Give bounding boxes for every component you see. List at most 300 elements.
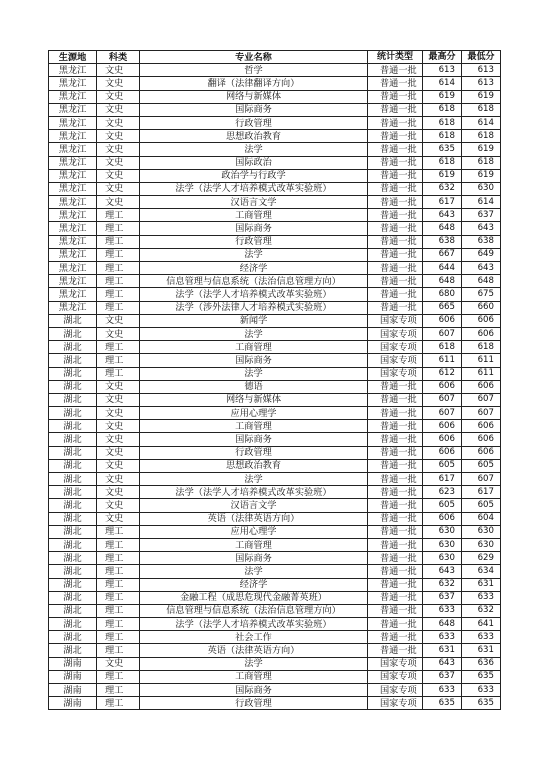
cell-stat-type: 普通一批 bbox=[368, 380, 423, 393]
cell-max-score: 605 bbox=[423, 499, 462, 512]
cell-max-score: 667 bbox=[423, 248, 462, 261]
cell-source-region: 黑龙江 bbox=[49, 103, 97, 116]
cell-major-name: 应用心理学 bbox=[140, 525, 368, 538]
cell-stat-type: 普通一批 bbox=[368, 262, 423, 275]
table-row bbox=[49, 327, 501, 340]
cell-min-score: 633 bbox=[462, 591, 501, 604]
cell-min-score: 630 bbox=[462, 525, 501, 538]
cell-source-region: 黑龙江 bbox=[49, 196, 97, 209]
cell-major-name: 国际商务 bbox=[140, 354, 368, 367]
cell-source-region: 黑龙江 bbox=[49, 235, 97, 248]
cell-subject-category: 理工 bbox=[97, 235, 140, 248]
cell-major-name: 法学（法学人才培养模式改革实验班） bbox=[140, 182, 368, 195]
cell-stat-type: 普通一批 bbox=[368, 209, 423, 222]
cell-max-score: 630 bbox=[423, 552, 462, 565]
cell-stat-type: 普通一批 bbox=[368, 235, 423, 248]
cell-major-name: 翻译（法律翻译方向） bbox=[140, 77, 368, 90]
cell-major-name: 信息管理与信息系统（法治信息管理方向） bbox=[140, 604, 368, 617]
cell-min-score: 648 bbox=[462, 275, 501, 288]
cell-subject-category: 文史 bbox=[97, 116, 140, 129]
cell-min-score: 635 bbox=[462, 697, 501, 710]
cell-major-name: 法学 bbox=[140, 473, 368, 486]
cell-min-score: 619 bbox=[462, 143, 501, 156]
cell-source-region: 湖北 bbox=[49, 407, 97, 420]
cell-stat-type: 普通一批 bbox=[368, 275, 423, 288]
cell-source-region: 湖北 bbox=[49, 538, 97, 551]
cell-stat-type: 国家专项 bbox=[368, 327, 423, 340]
cell-max-score: 618 bbox=[423, 156, 462, 169]
cell-subject-category: 理工 bbox=[97, 670, 140, 683]
header-subject-category: 科类 bbox=[97, 51, 140, 64]
cell-min-score: 632 bbox=[462, 604, 501, 617]
cell-stat-type: 普通一批 bbox=[368, 393, 423, 406]
cell-stat-type: 普通一批 bbox=[368, 196, 423, 209]
cell-source-region: 黑龙江 bbox=[49, 262, 97, 275]
cell-max-score: 637 bbox=[423, 591, 462, 604]
cell-subject-category: 文史 bbox=[97, 90, 140, 103]
cell-subject-category: 理工 bbox=[97, 209, 140, 222]
cell-max-score: 630 bbox=[423, 538, 462, 551]
cell-min-score: 649 bbox=[462, 248, 501, 261]
cell-subject-category: 理工 bbox=[97, 525, 140, 538]
cell-source-region: 湖南 bbox=[49, 670, 97, 683]
cell-min-score: 606 bbox=[462, 314, 501, 327]
cell-source-region: 湖北 bbox=[49, 446, 97, 459]
cell-stat-type: 普通一批 bbox=[368, 459, 423, 472]
cell-source-region: 黑龙江 bbox=[49, 64, 97, 77]
cell-min-score: 643 bbox=[462, 222, 501, 235]
table-row bbox=[49, 275, 501, 288]
table-row bbox=[49, 499, 501, 512]
cell-max-score: 613 bbox=[423, 64, 462, 77]
cell-subject-category: 理工 bbox=[97, 565, 140, 578]
cell-subject-category: 理工 bbox=[97, 697, 140, 710]
cell-major-name: 德语 bbox=[140, 380, 368, 393]
cell-major-name: 行政管理 bbox=[140, 116, 368, 129]
cell-min-score: 636 bbox=[462, 657, 501, 670]
cell-subject-category: 文史 bbox=[97, 64, 140, 77]
cell-max-score: 643 bbox=[423, 565, 462, 578]
cell-source-region: 湖北 bbox=[49, 512, 97, 525]
cell-subject-category: 理工 bbox=[97, 354, 140, 367]
cell-stat-type: 普通一批 bbox=[368, 143, 423, 156]
cell-subject-category: 文史 bbox=[97, 156, 140, 169]
cell-major-name: 经济学 bbox=[140, 578, 368, 591]
cell-stat-type: 普通一批 bbox=[368, 604, 423, 617]
cell-max-score: 617 bbox=[423, 473, 462, 486]
cell-min-score: 634 bbox=[462, 565, 501, 578]
cell-source-region: 湖北 bbox=[49, 552, 97, 565]
cell-subject-category: 文史 bbox=[97, 420, 140, 433]
cell-stat-type: 普通一批 bbox=[368, 169, 423, 182]
table-row bbox=[49, 169, 501, 182]
cell-source-region: 黑龙江 bbox=[49, 130, 97, 143]
cell-major-name: 法学 bbox=[140, 565, 368, 578]
cell-subject-category: 文史 bbox=[97, 77, 140, 90]
cell-subject-category: 文史 bbox=[97, 407, 140, 420]
cell-subject-category: 理工 bbox=[97, 552, 140, 565]
cell-subject-category: 理工 bbox=[97, 684, 140, 697]
table-row bbox=[49, 222, 501, 235]
cell-source-region: 湖北 bbox=[49, 473, 97, 486]
cell-max-score: 606 bbox=[423, 512, 462, 525]
cell-stat-type: 普通一批 bbox=[368, 156, 423, 169]
cell-source-region: 黑龙江 bbox=[49, 301, 97, 314]
table-row bbox=[49, 301, 501, 314]
cell-max-score: 680 bbox=[423, 288, 462, 301]
cell-major-name: 工商管理 bbox=[140, 341, 368, 354]
table-row bbox=[49, 618, 501, 631]
cell-subject-category: 理工 bbox=[97, 578, 140, 591]
table-row bbox=[49, 262, 501, 275]
cell-max-score: 606 bbox=[423, 380, 462, 393]
cell-subject-category: 理工 bbox=[97, 288, 140, 301]
cell-stat-type: 普通一批 bbox=[368, 631, 423, 644]
cell-min-score: 618 bbox=[462, 130, 501, 143]
cell-stat-type: 普通一批 bbox=[368, 552, 423, 565]
cell-stat-type: 国家专项 bbox=[368, 697, 423, 710]
cell-min-score: 631 bbox=[462, 644, 501, 657]
cell-min-score: 605 bbox=[462, 459, 501, 472]
table-row bbox=[49, 473, 501, 486]
cell-stat-type: 国家专项 bbox=[368, 314, 423, 327]
cell-source-region: 湖北 bbox=[49, 393, 97, 406]
cell-min-score: 635 bbox=[462, 670, 501, 683]
cell-min-score: 619 bbox=[462, 90, 501, 103]
cell-min-score: 605 bbox=[462, 499, 501, 512]
cell-major-name: 法学（涉外法律人才培养模式实验班） bbox=[140, 301, 368, 314]
cell-major-name: 行政管理 bbox=[140, 446, 368, 459]
cell-stat-type: 普通一批 bbox=[368, 473, 423, 486]
table-header-row bbox=[49, 51, 501, 64]
cell-max-score: 606 bbox=[423, 446, 462, 459]
table-row bbox=[49, 248, 501, 261]
cell-min-score: 629 bbox=[462, 552, 501, 565]
table-row bbox=[49, 657, 501, 670]
cell-subject-category: 理工 bbox=[97, 367, 140, 380]
cell-major-name: 金融工程（成思危现代金融菁英班） bbox=[140, 591, 368, 604]
cell-min-score: 614 bbox=[462, 116, 501, 129]
cell-major-name: 工商管理 bbox=[140, 670, 368, 683]
cell-max-score: 612 bbox=[423, 367, 462, 380]
cell-max-score: 638 bbox=[423, 235, 462, 248]
cell-max-score: 607 bbox=[423, 393, 462, 406]
cell-major-name: 汉语言文学 bbox=[140, 196, 368, 209]
cell-source-region: 湖北 bbox=[49, 591, 97, 604]
cell-min-score: 633 bbox=[462, 684, 501, 697]
cell-max-score: 632 bbox=[423, 182, 462, 195]
cell-max-score: 632 bbox=[423, 578, 462, 591]
cell-min-score: 638 bbox=[462, 235, 501, 248]
cell-min-score: 606 bbox=[462, 380, 501, 393]
table-row bbox=[49, 525, 501, 538]
cell-major-name: 国际商务 bbox=[140, 222, 368, 235]
cell-min-score: 675 bbox=[462, 288, 501, 301]
cell-stat-type: 普通一批 bbox=[368, 116, 423, 129]
cell-subject-category: 理工 bbox=[97, 644, 140, 657]
header-major-name: 专业名称 bbox=[140, 51, 368, 64]
cell-source-region: 黑龙江 bbox=[49, 248, 97, 261]
cell-major-name: 网络与新媒体 bbox=[140, 90, 368, 103]
cell-subject-category: 文史 bbox=[97, 380, 140, 393]
cell-source-region: 湖北 bbox=[49, 420, 97, 433]
table-row bbox=[49, 552, 501, 565]
header-source-region: 生源地 bbox=[49, 51, 97, 64]
cell-max-score: 606 bbox=[423, 433, 462, 446]
cell-major-name: 法学（法学人才培养模式改革实验班） bbox=[140, 618, 368, 631]
cell-subject-category: 理工 bbox=[97, 631, 140, 644]
cell-min-score: 613 bbox=[462, 64, 501, 77]
table-row bbox=[49, 565, 501, 578]
table-row bbox=[49, 486, 501, 499]
cell-max-score: 648 bbox=[423, 222, 462, 235]
cell-stat-type: 国家专项 bbox=[368, 684, 423, 697]
table-row bbox=[49, 393, 501, 406]
table-row bbox=[49, 196, 501, 209]
cell-min-score: 637 bbox=[462, 209, 501, 222]
cell-stat-type: 普通一批 bbox=[368, 433, 423, 446]
cell-source-region: 湖北 bbox=[49, 341, 97, 354]
cell-source-region: 湖北 bbox=[49, 327, 97, 340]
cell-stat-type: 普通一批 bbox=[368, 525, 423, 538]
table-row bbox=[49, 433, 501, 446]
cell-subject-category: 文史 bbox=[97, 169, 140, 182]
cell-major-name: 国际商务 bbox=[140, 433, 368, 446]
cell-subject-category: 理工 bbox=[97, 275, 140, 288]
cell-max-score: 606 bbox=[423, 314, 462, 327]
cell-max-score: 617 bbox=[423, 196, 462, 209]
cell-source-region: 黑龙江 bbox=[49, 116, 97, 129]
cell-stat-type: 普通一批 bbox=[368, 499, 423, 512]
cell-subject-category: 文史 bbox=[97, 327, 140, 340]
cell-subject-category: 理工 bbox=[97, 341, 140, 354]
table-row bbox=[49, 143, 501, 156]
cell-source-region: 黑龙江 bbox=[49, 156, 97, 169]
cell-max-score: 618 bbox=[423, 341, 462, 354]
cell-major-name: 网络与新媒体 bbox=[140, 393, 368, 406]
cell-min-score: 606 bbox=[462, 327, 501, 340]
cell-source-region: 湖北 bbox=[49, 499, 97, 512]
cell-stat-type: 普通一批 bbox=[368, 446, 423, 459]
cell-stat-type: 普通一批 bbox=[368, 64, 423, 77]
cell-max-score: 607 bbox=[423, 327, 462, 340]
cell-stat-type: 普通一批 bbox=[368, 407, 423, 420]
cell-subject-category: 理工 bbox=[97, 618, 140, 631]
cell-major-name: 国际商务 bbox=[140, 552, 368, 565]
table-row bbox=[49, 77, 501, 90]
cell-max-score: 644 bbox=[423, 262, 462, 275]
cell-major-name: 汉语言文学 bbox=[140, 499, 368, 512]
cell-stat-type: 国家专项 bbox=[368, 367, 423, 380]
cell-min-score: 660 bbox=[462, 301, 501, 314]
table-row bbox=[49, 446, 501, 459]
table-row bbox=[49, 182, 501, 195]
cell-source-region: 湖北 bbox=[49, 565, 97, 578]
table-row bbox=[49, 64, 501, 77]
cell-source-region: 湖南 bbox=[49, 697, 97, 710]
cell-major-name: 国际政治 bbox=[140, 156, 368, 169]
cell-major-name: 法学 bbox=[140, 143, 368, 156]
cell-min-score: 643 bbox=[462, 262, 501, 275]
cell-major-name: 思想政治教育 bbox=[140, 130, 368, 143]
cell-stat-type: 普通一批 bbox=[368, 288, 423, 301]
cell-subject-category: 文史 bbox=[97, 446, 140, 459]
table-row bbox=[49, 380, 501, 393]
table-row bbox=[49, 644, 501, 657]
header-min-score: 最低分 bbox=[462, 51, 501, 64]
table-row bbox=[49, 288, 501, 301]
cell-source-region: 黑龙江 bbox=[49, 222, 97, 235]
table-row bbox=[49, 538, 501, 551]
cell-major-name: 法学（法学人才培养模式改革实验班） bbox=[140, 486, 368, 499]
cell-max-score: 605 bbox=[423, 459, 462, 472]
cell-source-region: 黑龙江 bbox=[49, 143, 97, 156]
cell-subject-category: 文史 bbox=[97, 486, 140, 499]
cell-max-score: 648 bbox=[423, 618, 462, 631]
cell-source-region: 黑龙江 bbox=[49, 209, 97, 222]
table-row bbox=[49, 512, 501, 525]
cell-subject-category: 文史 bbox=[97, 393, 140, 406]
table-row bbox=[49, 367, 501, 380]
cell-subject-category: 文史 bbox=[97, 130, 140, 143]
table-row bbox=[49, 420, 501, 433]
cell-source-region: 湖南 bbox=[49, 684, 97, 697]
cell-subject-category: 文史 bbox=[97, 657, 140, 670]
cell-source-region: 湖北 bbox=[49, 459, 97, 472]
cell-max-score: 618 bbox=[423, 116, 462, 129]
cell-major-name: 工商管理 bbox=[140, 538, 368, 551]
cell-major-name: 工商管理 bbox=[140, 420, 368, 433]
cell-stat-type: 普通一批 bbox=[368, 618, 423, 631]
table-row bbox=[49, 354, 501, 367]
cell-min-score: 604 bbox=[462, 512, 501, 525]
cell-min-score: 618 bbox=[462, 341, 501, 354]
cell-stat-type: 普通一批 bbox=[368, 182, 423, 195]
cell-major-name: 法学（法学人才培养模式改革实验班） bbox=[140, 288, 368, 301]
cell-min-score: 618 bbox=[462, 156, 501, 169]
cell-source-region: 湖北 bbox=[49, 618, 97, 631]
cell-min-score: 606 bbox=[462, 420, 501, 433]
table-row bbox=[49, 130, 501, 143]
cell-min-score: 619 bbox=[462, 169, 501, 182]
cell-max-score: 619 bbox=[423, 169, 462, 182]
cell-stat-type: 国家专项 bbox=[368, 670, 423, 683]
cell-max-score: 623 bbox=[423, 486, 462, 499]
table-row bbox=[49, 578, 501, 591]
cell-subject-category: 理工 bbox=[97, 248, 140, 261]
cell-source-region: 湖北 bbox=[49, 525, 97, 538]
cell-source-region: 黑龙江 bbox=[49, 182, 97, 195]
cell-max-score: 665 bbox=[423, 301, 462, 314]
cell-min-score: 630 bbox=[462, 182, 501, 195]
cell-max-score: 635 bbox=[423, 143, 462, 156]
cell-source-region: 湖北 bbox=[49, 604, 97, 617]
cell-subject-category: 文史 bbox=[97, 196, 140, 209]
table-row bbox=[49, 235, 501, 248]
cell-stat-type: 国家专项 bbox=[368, 657, 423, 670]
cell-major-name: 应用心理学 bbox=[140, 407, 368, 420]
cell-min-score: 617 bbox=[462, 486, 501, 499]
cell-stat-type: 普通一批 bbox=[368, 644, 423, 657]
cell-major-name: 信息管理与信息系统（法治信息管理方向） bbox=[140, 275, 368, 288]
cell-source-region: 黑龙江 bbox=[49, 169, 97, 182]
cell-min-score: 630 bbox=[462, 538, 501, 551]
table-row bbox=[49, 684, 501, 697]
cell-major-name: 社会工作 bbox=[140, 631, 368, 644]
cell-stat-type: 普通一批 bbox=[368, 90, 423, 103]
cell-min-score: 614 bbox=[462, 196, 501, 209]
cell-min-score: 607 bbox=[462, 393, 501, 406]
cell-max-score: 633 bbox=[423, 684, 462, 697]
cell-max-score: 633 bbox=[423, 604, 462, 617]
cell-source-region: 黑龙江 bbox=[49, 90, 97, 103]
cell-stat-type: 普通一批 bbox=[368, 301, 423, 314]
cell-max-score: 637 bbox=[423, 670, 462, 683]
cell-stat-type: 国家专项 bbox=[368, 341, 423, 354]
cell-min-score: 606 bbox=[462, 433, 501, 446]
cell-source-region: 湖北 bbox=[49, 631, 97, 644]
cell-stat-type: 普通一批 bbox=[368, 565, 423, 578]
cell-major-name: 国际商务 bbox=[140, 103, 368, 116]
cell-subject-category: 文史 bbox=[97, 473, 140, 486]
cell-source-region: 湖北 bbox=[49, 314, 97, 327]
cell-stat-type: 普通一批 bbox=[368, 512, 423, 525]
table-row bbox=[49, 341, 501, 354]
admission-scores-table bbox=[48, 50, 501, 710]
cell-subject-category: 文史 bbox=[97, 499, 140, 512]
cell-max-score: 619 bbox=[423, 90, 462, 103]
cell-stat-type: 普通一批 bbox=[368, 420, 423, 433]
cell-stat-type: 普通一批 bbox=[368, 538, 423, 551]
cell-major-name: 政治学与行政学 bbox=[140, 169, 368, 182]
cell-stat-type: 普通一批 bbox=[368, 103, 423, 116]
cell-source-region: 湖北 bbox=[49, 578, 97, 591]
cell-major-name: 工商管理 bbox=[140, 209, 368, 222]
cell-source-region: 黑龙江 bbox=[49, 77, 97, 90]
table-row bbox=[49, 314, 501, 327]
cell-max-score: 618 bbox=[423, 130, 462, 143]
table-row bbox=[49, 604, 501, 617]
cell-min-score: 607 bbox=[462, 407, 501, 420]
cell-max-score: 618 bbox=[423, 103, 462, 116]
table-row bbox=[49, 116, 501, 129]
cell-min-score: 606 bbox=[462, 446, 501, 459]
cell-max-score: 606 bbox=[423, 420, 462, 433]
cell-major-name: 法学 bbox=[140, 367, 368, 380]
cell-subject-category: 理工 bbox=[97, 604, 140, 617]
header-max-score: 最高分 bbox=[423, 51, 462, 64]
cell-max-score: 648 bbox=[423, 275, 462, 288]
cell-major-name: 法学 bbox=[140, 327, 368, 340]
cell-subject-category: 理工 bbox=[97, 262, 140, 275]
cell-stat-type: 普通一批 bbox=[368, 130, 423, 143]
table-row bbox=[49, 591, 501, 604]
cell-subject-category: 理工 bbox=[97, 301, 140, 314]
table-row bbox=[49, 103, 501, 116]
table-body bbox=[49, 64, 501, 710]
cell-max-score: 607 bbox=[423, 407, 462, 420]
cell-stat-type: 普通一批 bbox=[368, 591, 423, 604]
cell-source-region: 湖北 bbox=[49, 354, 97, 367]
cell-major-name: 国际商务 bbox=[140, 684, 368, 697]
cell-subject-category: 文史 bbox=[97, 512, 140, 525]
cell-subject-category: 理工 bbox=[97, 222, 140, 235]
cell-max-score: 635 bbox=[423, 697, 462, 710]
table-row bbox=[49, 90, 501, 103]
cell-min-score: 633 bbox=[462, 631, 501, 644]
cell-source-region: 湖北 bbox=[49, 433, 97, 446]
table-row bbox=[49, 631, 501, 644]
